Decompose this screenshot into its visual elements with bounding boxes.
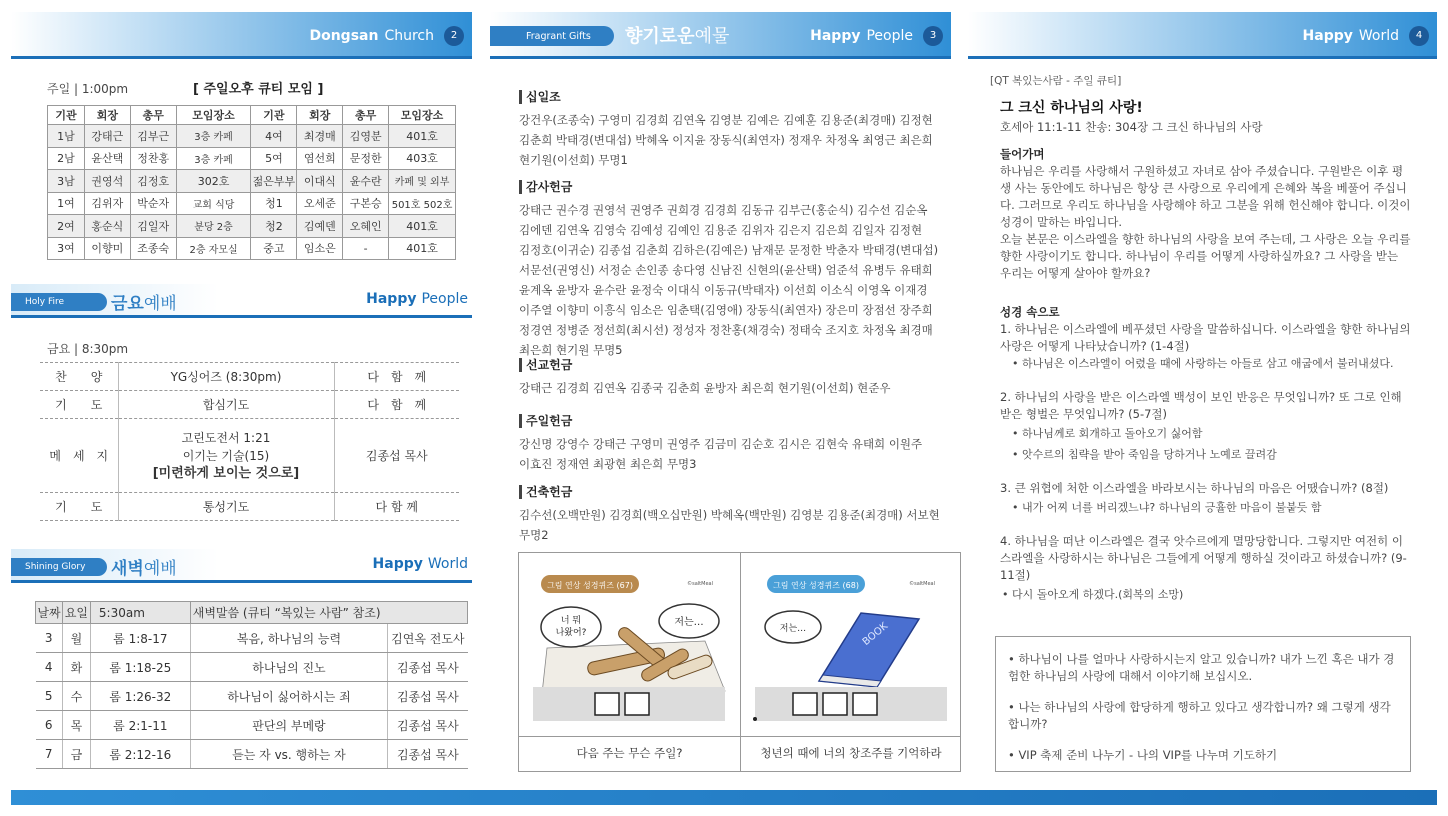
qt-table-body	[48, 125, 456, 260]
quiz-divider	[519, 736, 960, 737]
table-cell: 금	[62, 740, 90, 769]
brand-bold: Happy	[1302, 27, 1353, 44]
friday-time: 금요 | 8:30pm	[47, 342, 129, 356]
table-cell: 롬 1:18-25	[90, 653, 190, 682]
qt-meeting-title: [ 주일오후 큐티 모임 ]	[193, 82, 324, 97]
header-bar-page2	[11, 12, 472, 59]
offering-names: 강태근 김경희 김연옥 김종국 김춘희 윤방자 최은희 현기원(이선희) 현준우	[519, 381, 891, 395]
table-cell: 문정한	[343, 147, 389, 170]
speech-text: 저는…	[674, 617, 704, 628]
table-cell: 오혜인	[343, 215, 389, 238]
friday-order-table	[40, 362, 459, 521]
table-cell: 윤수란	[343, 170, 389, 193]
intro-paragraph: 오늘 본문은 이스라엘을 향한 하나님의 사랑을 보여 주는데, 그 사랑은 오늘 우리를 향한 사랑이기도 합니다. 하나님이 우리를 어떻게 사랑하실까요? 그 사랑을 받는 우리는 어떻게 살아야 할까요?	[1000, 232, 1411, 280]
table-cell: 2층 자모실	[176, 237, 251, 260]
dawn-title	[111, 554, 177, 579]
qt-col-header: 기관	[251, 106, 297, 125]
quiz-tag-text: 그림 연상 성경퀴즈 (68)	[773, 581, 859, 590]
answer-dot	[753, 717, 757, 721]
table-cell: 월	[62, 624, 90, 653]
question-1: 1. 하나님은 이스라엘에 베푸셨던 사랑을 말씀하십니다. 이스라엘을 향한 하나님의 사랑은 어떻게 나타났습니까? (1-4절)	[1000, 322, 1411, 353]
holy-fire-pill: Holy Fire	[11, 293, 107, 311]
offering-title-rest: 예물	[694, 26, 730, 47]
table-cell: 김종섭 목사	[388, 682, 468, 711]
brand-bold: Happy	[366, 291, 417, 307]
table-cell: 윤산택	[84, 147, 130, 170]
quiz-tag-text: 그림 연상 성경퀴즈 (67)	[547, 581, 633, 590]
offering-section	[519, 485, 941, 545]
order-who: 다 함 께	[334, 391, 459, 419]
qt-reference: 호세아 11:1-11 찬송: 304장 그 크신 하나님의 사랑	[1000, 120, 1263, 134]
day-header: 요일	[62, 602, 90, 624]
table-cell: 듣는 자 vs. 행하는 자	[190, 740, 387, 769]
table-cell: 2남	[48, 147, 85, 170]
offering-section	[519, 90, 941, 170]
question-4: 4. 하나님을 떠난 이스라엘은 결국 앗수르에게 멸망당합니다. 그렇지만 여전히 이스라엘을 사랑하시는 하나님은 그들에게 어떻게 행하실 것이라고 하셨습니까? (9-11절)	[1000, 534, 1407, 582]
friday-title-bold: 금요	[111, 294, 144, 314]
table-cell: 7	[36, 740, 63, 769]
table-row	[36, 711, 468, 740]
offering-section	[519, 414, 941, 474]
table-cell: 젊은부부	[251, 170, 297, 193]
table-cell: 하나님이 싫어하시는 죄	[190, 682, 387, 711]
friday-section-bar	[11, 284, 472, 318]
table-cell: 김연옥 전도사	[388, 624, 468, 653]
application-item: • 하나님이 나를 얼마나 사랑하시는지 알고 있습니까? 내가 느낀 혹은 내가 경험한 하나님의 사랑에 대해서 이야기해 보십시오.	[1008, 652, 1395, 683]
friday-title	[111, 289, 177, 314]
table-cell: 3	[36, 624, 63, 653]
qt-col-header: 모임장소	[176, 106, 251, 125]
table-cell: 3층 카페	[176, 147, 251, 170]
table-row	[36, 624, 468, 653]
offering-title-bold: 향기로운	[625, 26, 695, 47]
table-cell: 롬 2:1-11	[90, 711, 190, 740]
brand-bold: Happy	[372, 556, 423, 572]
answer-4: • 다시 돌아오게 하겠다.(회복의 소망)	[1002, 588, 1184, 601]
qt-col-header: 회장	[84, 106, 130, 125]
table-cell: 수	[62, 682, 90, 711]
answer-2a: • 하나님께로 회개하고 돌아오기 싫어함	[1012, 427, 1203, 440]
qt-col-header: 총무	[343, 106, 389, 125]
order-label: 찬 양	[40, 363, 118, 391]
order-row	[40, 493, 459, 521]
header-bar-page3	[490, 12, 951, 59]
order-row	[40, 391, 459, 419]
bible-heading: 성경 속으로	[1000, 305, 1060, 319]
fragrant-gifts-pill: Fragrant Gifts	[490, 26, 614, 46]
quiz-illustration-1	[527, 563, 733, 733]
header-bar-page4	[968, 12, 1437, 59]
order-content	[118, 419, 334, 493]
table-cell: 403호	[389, 147, 456, 170]
qt-meeting-table	[47, 105, 456, 260]
sermon-scripture: 고린도전서 1:21	[181, 430, 271, 445]
offering-names: 강건우(조종숙) 구영미 김경희 김연옥 김영분 김예은 김예훈 김용준(최경매) 김정현 김춘희 박태경(변대섭) 박혜옥 이지윤 장동식(최연자) 정재우 차정옥 최영근 최은희 현기원(이선희) 무명1	[519, 113, 933, 167]
table-row	[48, 147, 456, 170]
table-cell: 김영분	[343, 125, 389, 148]
order-row	[40, 419, 459, 493]
table-cell: 김예덴	[297, 215, 343, 238]
dawn-title-bold: 새벽	[111, 559, 144, 579]
question-3: 3. 큰 위협에 처한 이스라엘을 바라보시는 하나님의 마음은 어땠습니까? (8절)	[1000, 481, 1389, 495]
table-cell: 501호 502호	[389, 192, 456, 215]
table-cell: 김종섭 목사	[388, 711, 468, 740]
table-cell: 1남	[48, 125, 85, 148]
table-cell: 401호	[389, 237, 456, 260]
table-cell: 김부근	[130, 125, 176, 148]
page-number: 2	[444, 26, 464, 46]
sermon-title: [미련하게 보이는 것으로]	[152, 465, 300, 481]
answer-box	[595, 693, 619, 715]
brand-text: World	[427, 556, 468, 572]
dawn-table-body	[36, 624, 468, 769]
order-row	[40, 363, 459, 391]
offering-heading: 감사헌금	[519, 180, 941, 194]
qt-col-header: 회장	[297, 106, 343, 125]
table-cell: 홍순식	[84, 215, 130, 238]
table-cell: 조종숙	[130, 237, 176, 260]
table-row	[48, 170, 456, 193]
table-cell: 롬 2:12-16	[90, 740, 190, 769]
friday-brand	[366, 291, 468, 307]
table-cell: 3남	[48, 170, 85, 193]
table-cell: 중고	[251, 237, 297, 260]
speech-text: 저는…	[779, 624, 807, 634]
dawn-header-row	[36, 602, 468, 624]
brand-bold: Dongsan	[309, 27, 379, 44]
answer-strip	[755, 687, 947, 721]
qt-table-header	[48, 106, 456, 125]
answer-1: • 하나님은 이스라엘이 어렸을 때에 사랑하는 아들로 삼고 애굽에서 불러내셨다.	[1012, 357, 1394, 370]
brand-bold: Happy	[810, 27, 861, 44]
offering-names: 강신명 강영수 강태근 구영미 권영주 김금미 김순호 김시은 김현숙 유태희 이원주 이효진 정재연 최광현 최은희 무명3	[519, 437, 923, 471]
question-2: 2. 하나님의 사랑을 받은 이스라엘 백성이 보인 반응은 무엇입니까? 또 그로 인해 받은 형벌은 무엇입니까? (5-7절)	[1000, 390, 1402, 421]
order-label: 기 도	[40, 493, 118, 521]
offering-heading: 십일조	[519, 90, 941, 104]
order-content: 통성기도	[118, 493, 334, 521]
table-row	[48, 215, 456, 238]
table-cell: 목	[62, 711, 90, 740]
table-cell: 3층 카페	[176, 125, 251, 148]
order-label: 메 세 지	[40, 419, 118, 493]
table-cell: 302호	[176, 170, 251, 193]
table-row	[48, 125, 456, 148]
table-cell: 청1	[251, 192, 297, 215]
table-cell: 교회 식당	[176, 192, 251, 215]
table-cell: 판단의 부메랑	[190, 711, 387, 740]
order-who: 다 함 께	[334, 493, 459, 521]
offering-names: 강태근 권수경 권영석 권영주 권희경 김경희 김동규 김부근(홍순식) 김수선 김순옥 김에덴 김연옥 김영숙 김예성 김예인 김용준 김위자 김은지 김은희 김일자 김정현 김정호(이귀순) 김종섭 김춘희 김하은(김예은) 남재문 문정한 박춘자 박태경(변대섭) 서문선(권영신) 서정순 손인종 송다영 신남진 신현의(윤산택) 엄준석 유병두 유태희 윤계옥 윤방자 윤수란 윤정숙 이대식 이동규(박태자) 이선희 이소식 이영옥 이재경 이주열 이향미 이흥식 임소은 임춘택(김영애) 장동식(최연자) 장은미 장점선 장주희 정경연 정병준 정선희(최시선) 정성자 정찬홍(채경숙) 정태숙 조지호 차정옥 최경매 최은희 현기원 무명5	[519, 203, 939, 357]
speech-bubble	[541, 607, 601, 647]
time-header: 5:30am	[90, 602, 190, 624]
date-header: 날짜	[36, 602, 63, 624]
speech-text: 나왔어?	[555, 628, 587, 638]
table-row	[36, 653, 468, 682]
application-box	[995, 636, 1411, 772]
table-cell: 김정호	[130, 170, 176, 193]
table-cell: 김종섭 목사	[388, 653, 468, 682]
table-row	[48, 192, 456, 215]
answer-box	[853, 693, 877, 715]
table-cell: 화	[62, 653, 90, 682]
quiz-caption-1: 다음 주는 무슨 주일?	[576, 746, 683, 760]
bible-quiz-box	[518, 552, 961, 772]
table-row	[48, 237, 456, 260]
speech-text: 너 뭐	[560, 616, 582, 626]
intro-heading: 들어가며	[1000, 147, 1045, 161]
qt-column	[990, 73, 1412, 603]
table-cell: 이대식	[297, 170, 343, 193]
table-cell: 김위자	[84, 192, 130, 215]
brand-text: People	[421, 291, 468, 307]
answer-box	[793, 693, 817, 715]
table-cell: -	[343, 237, 389, 260]
order-label: 기 도	[40, 391, 118, 419]
offering-heading: 선교헌금	[519, 358, 941, 372]
brand-text: People	[866, 27, 913, 44]
qt-meeting-time: 주일 | 1:00pm	[47, 82, 129, 96]
friday-title-rest: 예배	[143, 294, 177, 314]
table-cell: 카페 및 외부	[389, 170, 456, 193]
table-cell: 5	[36, 682, 63, 711]
table-cell: 2여	[48, 215, 85, 238]
table-cell: 4여	[251, 125, 297, 148]
table-row	[36, 740, 468, 769]
answer-2b: • 앗수르의 침략을 받아 죽임을 당하거나 노예로 끌려감	[1012, 448, 1277, 461]
table-cell: 정찬홍	[130, 147, 176, 170]
table-cell: 1여	[48, 192, 85, 215]
qt-title: 그 크신 하나님의 사랑!	[1000, 100, 1143, 116]
table-cell: 김종섭 목사	[388, 740, 468, 769]
answer-box	[823, 693, 847, 715]
table-cell: 롬 1:8-17	[90, 624, 190, 653]
table-cell: 롬 1:26-32	[90, 682, 190, 711]
table-cell: 최경매	[297, 125, 343, 148]
order-content: YG싱어즈 (8:30pm)	[118, 363, 334, 391]
quiz-caption-2: 청년의 때에 너의 창조주를 기억하라	[760, 746, 942, 760]
page-number: 3	[923, 26, 943, 46]
dawn-schedule-table	[35, 601, 468, 769]
qt-col-header: 기관	[48, 106, 85, 125]
offering-section	[519, 180, 941, 360]
table-cell: 하나님의 진노	[190, 653, 387, 682]
table-cell: 청2	[251, 215, 297, 238]
table-cell: 박순자	[130, 192, 176, 215]
shining-glory-pill: Shining Glory	[11, 558, 107, 576]
dawn-brand	[373, 556, 468, 572]
table-cell: 복음, 하나님의 능력	[190, 624, 387, 653]
table-cell: 3여	[48, 237, 85, 260]
book-label: BOOK	[860, 620, 891, 648]
brand-text: Church	[384, 27, 434, 44]
answer-3: • 내가 어찌 너를 버리겠느냐? 하나님의 긍휼한 마음이 불붙듯 함	[1012, 501, 1322, 514]
sermon-series: 이기는 기술(15)	[182, 448, 270, 463]
table-cell: 이향미	[84, 237, 130, 260]
table-cell: 401호	[389, 215, 456, 238]
offering-heading: 건축헌금	[519, 485, 941, 499]
application-item: • VIP 축제 준비 나누기 - 나의 VIP를 나누며 기도하기	[1008, 748, 1278, 762]
offering-title	[625, 22, 729, 48]
order-who: 다 함 께	[334, 363, 459, 391]
table-cell: 분당 2층	[176, 215, 251, 238]
quiz-illustration-2	[749, 563, 955, 733]
table-cell: 김일자	[130, 215, 176, 238]
publisher-logo: ©saltMeal	[909, 581, 935, 587]
publisher-logo: ©saltMeal	[687, 581, 713, 587]
dawn-title-rest: 예배	[143, 559, 177, 579]
offering-heading: 주일헌금	[519, 414, 941, 428]
page-number: 4	[1409, 26, 1429, 46]
table-cell: 오세준	[297, 192, 343, 215]
application-item: • 나는 하나님의 사랑에 합당하게 행하고 있다고 생각합니까? 왜 그렇게 생각합니까?	[1008, 700, 1391, 731]
table-cell: 401호	[389, 125, 456, 148]
intro-paragraph: 하나님은 우리를 사랑해서 구원하셨고 자녀로 삼아 주셨습니다. 구원받은 이후 평생 사는 동안에도 하나님은 항상 큰 사랑으로 우리에게 은혜와 복을 베풀어 주십니다. 그러므로 우리도 하나님을 사랑해야 하고 그분을 위해 헌신해야 합니다. 이것이 성경이 말하는 바입니다.	[1000, 164, 1411, 229]
table-row	[36, 682, 468, 711]
qt-col-header: 모임장소	[389, 106, 456, 125]
offering-section	[519, 358, 941, 398]
quiz-divider	[740, 553, 741, 771]
order-content: 합심기도	[118, 391, 334, 419]
table-cell: 염선희	[297, 147, 343, 170]
table-cell: 임소은	[297, 237, 343, 260]
table-cell: 구본승	[343, 192, 389, 215]
table-cell: 권영석	[84, 170, 130, 193]
answer-box	[625, 693, 649, 715]
sermon-header: 새벽말씀 (큐티 “복있는 사람” 참조)	[190, 602, 467, 624]
table-cell: 4	[36, 653, 63, 682]
offering-names: 김수선(오백만원) 김경희(백오십만원) 박혜옥(백만원) 김영분 김용준(최경매) 서보현 무명2	[519, 508, 940, 542]
qt-col-header: 총무	[130, 106, 176, 125]
footer-bar	[11, 790, 1437, 805]
table-cell: 5여	[251, 147, 297, 170]
brand-text: World	[1358, 27, 1399, 44]
dawn-section-bar	[11, 549, 472, 583]
table-cell: 강태근	[84, 125, 130, 148]
order-who: 김종섭 목사	[334, 419, 459, 493]
qt-tag: [QT 복있는사람 - 주일 큐티]	[990, 75, 1122, 87]
table-cell: 6	[36, 711, 63, 740]
